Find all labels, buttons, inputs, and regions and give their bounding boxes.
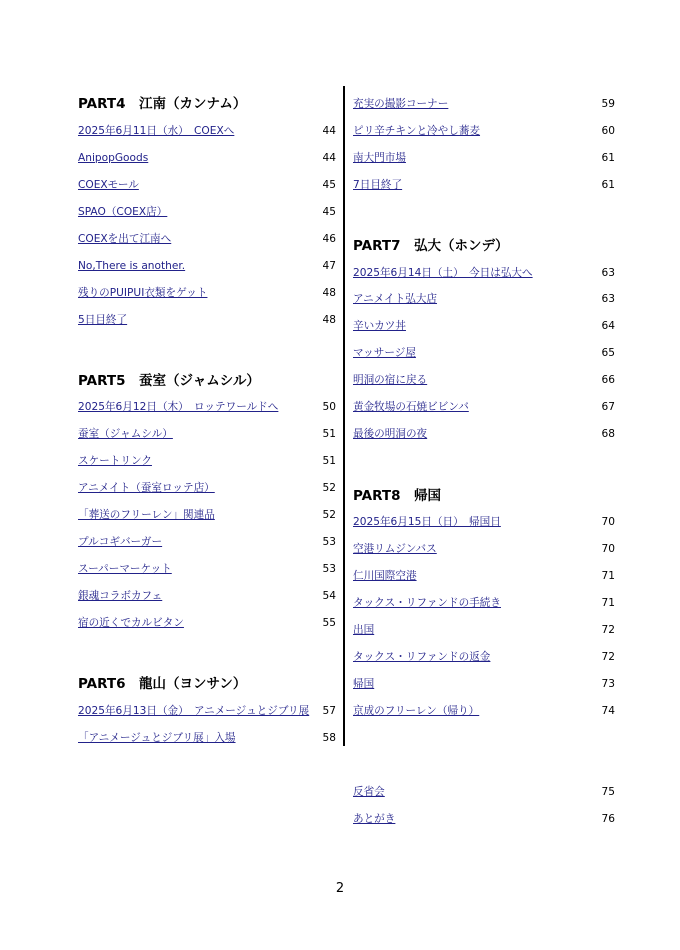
toc-page-number: 67: [601, 401, 615, 413]
toc-entry-link[interactable]: 南大門市場: [353, 152, 406, 164]
toc-entry[interactable]: [78, 205, 340, 221]
toc-page-number: 55: [322, 617, 336, 629]
toc-entry[interactable]: [78, 731, 340, 747]
toc-entry-link[interactable]: 蚕室（ジャムシル）: [78, 428, 173, 440]
toc-page-number: 75: [601, 786, 615, 798]
toc-entry[interactable]: [78, 400, 340, 416]
toc-entry[interactable]: [353, 704, 615, 720]
toc-entry-link[interactable]: プルコギバーガー: [78, 536, 163, 548]
toc-entry-link[interactable]: COEXモール: [78, 179, 139, 191]
toc-page-number: 61: [601, 152, 615, 164]
toc-page-number: 51: [322, 428, 336, 440]
toc-page-number: 44: [322, 152, 336, 164]
toc-page-number: 46: [322, 233, 336, 245]
toc-page-number: 73: [601, 678, 615, 690]
toc-entry[interactable]: [78, 178, 340, 194]
toc-entry[interactable]: [78, 151, 340, 167]
toc-entry[interactable]: [78, 286, 340, 302]
toc-page-number: 53: [322, 536, 336, 548]
toc-page-number: 51: [322, 455, 336, 467]
toc-entry[interactable]: [353, 785, 615, 801]
toc-entry[interactable]: [353, 266, 615, 282]
toc-page-number: 70: [601, 516, 615, 528]
toc-page-number: 63: [601, 293, 615, 305]
toc-entry-link[interactable]: 「アニメージュとジブリ展」入場: [78, 732, 236, 744]
toc-page-number: 45: [322, 179, 336, 191]
toc-page-number: 71: [601, 597, 615, 609]
toc-page-number: 44: [322, 125, 336, 137]
toc-page-number: 68: [601, 428, 615, 440]
toc-page-number: 76: [601, 813, 615, 825]
toc-entry[interactable]: [353, 515, 615, 531]
toc-entry[interactable]: [78, 704, 340, 720]
toc-page-number: 66: [601, 374, 615, 386]
toc-page-number: 53: [322, 563, 336, 575]
page-number: 2: [335, 881, 345, 896]
part4-title: PART4 江南（カンナム）: [78, 96, 247, 112]
toc-page-number: 48: [322, 314, 336, 326]
toc-entry-link[interactable]: あとがき: [353, 813, 396, 825]
toc-entry-link[interactable]: タックス・リファンドの返金: [353, 651, 491, 663]
toc-page-number: 63: [601, 267, 615, 279]
toc-page-number: 72: [601, 651, 615, 663]
toc-entry-link[interactable]: 2025年6月12日（木） ロッテワールドへ: [78, 401, 279, 413]
toc-entry[interactable]: [353, 542, 615, 558]
toc-entry[interactable]: [353, 812, 615, 828]
toc-entry[interactable]: [353, 292, 615, 308]
toc-entry[interactable]: [353, 124, 615, 140]
toc-entry[interactable]: [353, 623, 615, 639]
toc-entry-link[interactable]: 銀魂コラボカフェ: [78, 590, 163, 602]
toc-entry[interactable]: [353, 650, 615, 666]
toc-entry-link[interactable]: 帰国: [353, 678, 375, 690]
part6-title: PART6 龍山（ヨンサン）: [78, 676, 247, 692]
toc-entry-link[interactable]: 仁川国際空港: [353, 570, 417, 582]
toc-entry[interactable]: [353, 373, 615, 389]
toc-entry-link[interactable]: 2025年6月13日（金） アニメージュとジブリ展: [78, 705, 310, 717]
toc-entry[interactable]: [353, 400, 615, 416]
toc-page-number: 70: [601, 543, 615, 555]
toc-entry-link[interactable]: 明洞の宿に戻る: [353, 374, 428, 386]
toc-entry[interactable]: [78, 481, 340, 497]
toc-page-number: 71: [601, 570, 615, 582]
toc-entry[interactable]: [353, 97, 615, 113]
toc-entry-link[interactable]: 2025年6月14日（土） 今日は弘大へ: [353, 267, 533, 279]
toc-entry-link[interactable]: 2025年6月15日（日） 帰国日: [353, 516, 501, 528]
toc-entry-link[interactable]: 宿の近くでカルビタン: [78, 617, 184, 629]
toc-entry[interactable]: [78, 589, 340, 605]
toc-page-number: 54: [322, 590, 336, 602]
toc-entry[interactable]: [353, 677, 615, 693]
toc-entry-link[interactable]: 辛いカツ丼: [353, 320, 406, 332]
toc-page-number: 47: [322, 260, 336, 272]
toc-page-number: 57: [322, 705, 336, 717]
toc-entry[interactable]: [78, 313, 340, 329]
part8-title: PART8 帰国: [353, 488, 441, 504]
toc-page-number: 45: [322, 206, 336, 218]
toc-page-number: 52: [322, 482, 336, 494]
toc-entry-link[interactable]: 7日目終了: [353, 179, 403, 191]
toc-entry[interactable]: [78, 259, 340, 275]
toc-entry-link[interactable]: 反省会: [353, 786, 385, 798]
toc-entry-link[interactable]: ピリ辛チキンと冷やし蕎麦: [353, 125, 481, 137]
toc-entry-link[interactable]: 充実の撮影コーナー: [353, 98, 449, 110]
toc-entry[interactable]: [78, 232, 340, 248]
toc-page-number: 64: [601, 320, 615, 332]
toc-entry-link[interactable]: 「葬送のフリーレン」関連品: [78, 509, 215, 521]
toc-entry-link[interactable]: 5日目終了: [78, 314, 128, 326]
toc-page-number: 60: [601, 125, 615, 137]
toc-page-number: 58: [322, 732, 336, 744]
toc-entry[interactable]: [78, 124, 340, 140]
toc-entry[interactable]: [78, 562, 340, 578]
part7-title: PART7 弘大（ホンデ）: [353, 238, 509, 254]
toc-page-number: 48: [322, 287, 336, 299]
toc-entry-link[interactable]: SPAO（COEX店）: [78, 206, 168, 218]
toc-page-number: 61: [601, 179, 615, 191]
toc-entry-link[interactable]: アニメイト弘大店: [353, 293, 438, 305]
part5-title: PART5 蚕室（ジャムシル）: [78, 373, 260, 389]
toc-page-number: 72: [601, 624, 615, 636]
toc-entry[interactable]: [78, 535, 340, 551]
toc-page-number: 50: [322, 401, 336, 413]
toc-entry-link[interactable]: アニメイト（蚕室ロッテ店）: [78, 482, 215, 494]
toc-entry[interactable]: [353, 427, 615, 443]
toc-page-number: 74: [601, 705, 615, 717]
toc-entry-link[interactable]: マッサージ屋: [353, 347, 416, 359]
toc-entry[interactable]: [78, 616, 340, 632]
toc-entry-link[interactable]: 2025年6月11日（水） COEXへ: [78, 125, 235, 137]
toc-entry[interactable]: [353, 596, 615, 612]
toc-entry[interactable]: [353, 346, 615, 362]
toc-entry-link[interactable]: AnipopGoods: [78, 152, 149, 164]
toc-entry[interactable]: [353, 151, 615, 167]
toc-entry-link[interactable]: スーパーマーケット: [78, 563, 172, 575]
toc-page-number: 59: [601, 98, 615, 110]
toc-entry-link[interactable]: No,There is another.: [78, 260, 186, 272]
toc-entry[interactable]: [353, 569, 615, 585]
toc-entry[interactable]: [78, 427, 340, 443]
toc-entry-link[interactable]: 残りのPUIPUI衣類をゲット: [78, 287, 208, 299]
column-divider: [343, 86, 345, 746]
toc-entry-link[interactable]: スケートリンク: [78, 455, 152, 467]
toc-entry[interactable]: [78, 454, 340, 470]
toc-entry-link[interactable]: COEXを出て江南へ: [78, 233, 172, 245]
toc-entry-link[interactable]: 出国: [353, 624, 375, 636]
toc-page-number: 65: [601, 347, 615, 359]
toc-entry[interactable]: [353, 178, 615, 194]
toc-entry-link[interactable]: 最後の明洞の夜: [353, 428, 428, 440]
toc-page-number: 52: [322, 509, 336, 521]
toc-entry-link[interactable]: 京成のフリーレン（帰り）: [353, 705, 480, 717]
toc-entry-link[interactable]: 空港リムジンバス: [353, 543, 437, 555]
toc-entry-link[interactable]: 黄金牧場の石焼ビビンバ: [353, 401, 469, 413]
toc-entry[interactable]: [353, 319, 615, 335]
toc-entry-link[interactable]: タックス・リファンドの手続き: [353, 597, 501, 609]
toc-entry[interactable]: [78, 508, 340, 524]
